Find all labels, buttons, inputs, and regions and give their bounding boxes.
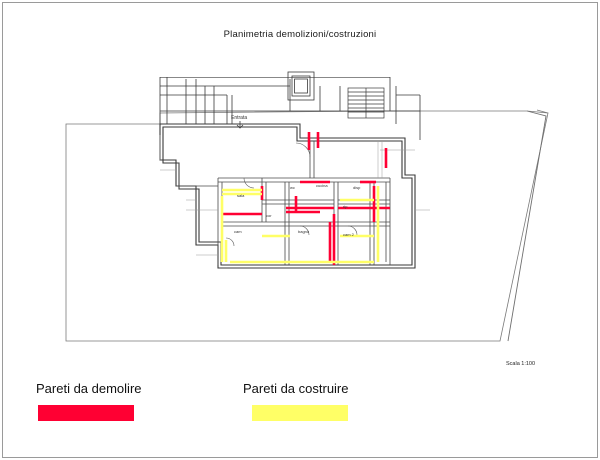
interior-walls <box>176 124 390 265</box>
demolition-walls <box>222 132 390 265</box>
site-right-edge <box>508 111 546 341</box>
room-label: wc <box>290 185 295 190</box>
legend-build-label: Pareti da costruire <box>243 381 349 396</box>
scale-note: Scala 1:100 <box>506 361 536 367</box>
room-label: bagno <box>298 229 310 234</box>
shaft-box <box>288 72 314 100</box>
site-boundary <box>66 110 548 341</box>
entrance-label: Entrata <box>231 115 248 121</box>
dimension-lines <box>160 135 430 255</box>
room-label: sala <box>237 193 245 198</box>
upper-structures <box>160 77 420 140</box>
legend-demolish-swatch <box>38 405 134 421</box>
construction-walls <box>222 186 378 262</box>
room-label: cor <box>266 213 272 218</box>
room-label: cam <box>234 229 242 234</box>
staircase <box>348 88 384 118</box>
room-label: cam 2 <box>343 232 354 237</box>
room-label: rip <box>343 204 348 209</box>
room-label: disp <box>353 185 361 190</box>
legend-build-swatch <box>252 405 348 421</box>
legend-demolish-label: Pareti da demolire <box>36 381 142 396</box>
page-title: Planimetria demolizioni/costruzioni <box>223 29 377 40</box>
room-label: cucina <box>316 183 328 188</box>
